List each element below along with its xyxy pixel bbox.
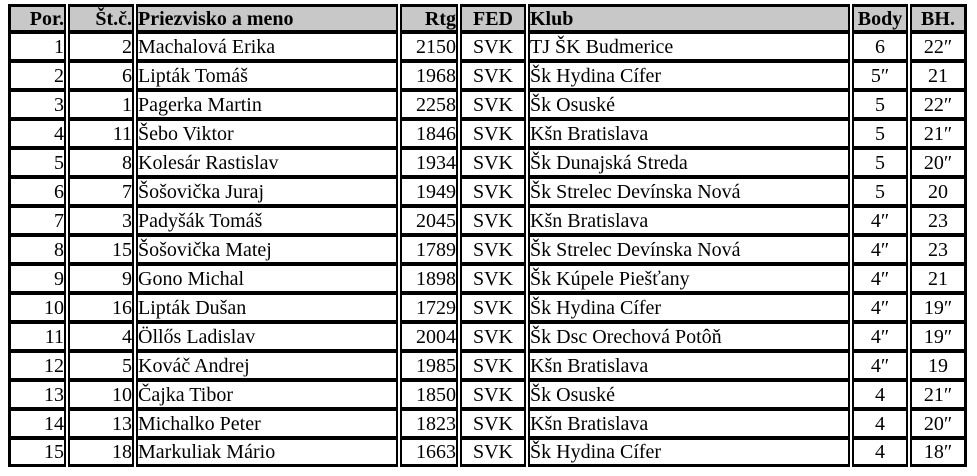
cell-body: 5 [852, 119, 908, 148]
cell-fed: SVK [460, 438, 526, 467]
cell-name: Gono Michal [136, 264, 398, 293]
cell-body: 4″ [852, 322, 908, 351]
cell-por: 15 [8, 438, 66, 467]
cell-body: 4 [852, 438, 908, 467]
cell-body: 4″ [852, 293, 908, 322]
cell-stc: 7 [68, 177, 134, 206]
cell-fed: SVK [460, 90, 526, 119]
cell-klub: Kšn Bratislava [528, 119, 850, 148]
cell-por: 2 [8, 61, 66, 90]
cell-klub: Šk Strelec Devínska Nová [528, 235, 850, 264]
cell-por: 8 [8, 235, 66, 264]
cell-bh: 20 [910, 177, 967, 206]
cell-por: 9 [8, 264, 66, 293]
cell-body: 6 [852, 32, 908, 61]
cell-fed: SVK [460, 148, 526, 177]
cell-name: Lipták Tomáš [136, 61, 398, 90]
cell-rtg: 1789 [400, 235, 458, 264]
cell-klub: Šk Osuské [528, 90, 850, 119]
cell-fed: SVK [460, 61, 526, 90]
cell-rtg: 1898 [400, 264, 458, 293]
cell-por: 12 [8, 351, 66, 380]
cell-body: 5 [852, 148, 908, 177]
cell-body: 4″ [852, 235, 908, 264]
table-row [8, 61, 967, 90]
cell-rtg: 1949 [400, 177, 458, 206]
cell-rtg: 1934 [400, 148, 458, 177]
cell-klub: Šk Hydina Cífer [528, 438, 850, 467]
column-header-name: Priezvisko a meno [136, 4, 398, 32]
cell-rtg: 2004 [400, 322, 458, 351]
cell-body: 4 [852, 380, 908, 409]
cell-fed: SVK [460, 293, 526, 322]
cell-klub: Šk Kúpele Piešťany [528, 264, 850, 293]
cell-bh: 21″ [910, 380, 967, 409]
table-row [8, 264, 967, 293]
cell-name: Šošovička Matej [136, 235, 398, 264]
cell-klub: Šk Osuské [528, 380, 850, 409]
cell-fed: SVK [460, 119, 526, 148]
cell-bh: 19″ [910, 322, 967, 351]
cell-stc: 4 [68, 322, 134, 351]
cell-fed: SVK [460, 235, 526, 264]
cell-fed: SVK [460, 264, 526, 293]
cell-fed: SVK [460, 351, 526, 380]
cell-bh: 20″ [910, 148, 967, 177]
cell-rtg: 2258 [400, 90, 458, 119]
table-row [8, 90, 967, 119]
cell-por: 5 [8, 148, 66, 177]
cell-rtg: 1729 [400, 293, 458, 322]
cell-bh: 19″ [910, 293, 967, 322]
table-body [8, 32, 967, 467]
column-header-por: Por. [8, 4, 66, 32]
cell-stc: 2 [68, 32, 134, 61]
cell-bh: 20″ [910, 409, 967, 438]
table-row [8, 351, 967, 380]
column-header-fed: FED [460, 4, 526, 32]
cell-stc: 3 [68, 206, 134, 235]
cell-stc: 5 [68, 351, 134, 380]
column-header-klub: Klub [528, 4, 850, 32]
header-row [8, 4, 967, 32]
standings-table [6, 4, 969, 467]
cell-por: 14 [8, 409, 66, 438]
cell-klub: Šk Hydina Cífer [528, 61, 850, 90]
cell-rtg: 1968 [400, 61, 458, 90]
cell-body: 5 [852, 90, 908, 119]
cell-klub: TJ ŠK Budmerice [528, 32, 850, 61]
cell-name: Šošovička Juraj [136, 177, 398, 206]
cell-por: 13 [8, 380, 66, 409]
table-row [8, 206, 967, 235]
column-header-bh: BH. [910, 4, 967, 32]
cell-por: 4 [8, 119, 66, 148]
cell-stc: 8 [68, 148, 134, 177]
cell-rtg: 1985 [400, 351, 458, 380]
table-row [8, 322, 967, 351]
table-row [8, 293, 967, 322]
cell-rtg: 1663 [400, 438, 458, 467]
cell-body: 5″ [852, 61, 908, 90]
cell-rtg: 2150 [400, 32, 458, 61]
cell-name: Markuliak Mário [136, 438, 398, 467]
table-row [8, 409, 967, 438]
cell-klub: Kšn Bratislava [528, 206, 850, 235]
column-header-rtg: Rtg [400, 4, 458, 32]
cell-bh: 19 [910, 351, 967, 380]
cell-body: 4 [852, 409, 908, 438]
cell-fed: SVK [460, 32, 526, 61]
column-header-stc: Št.č. [68, 4, 134, 32]
cell-rtg: 2045 [400, 206, 458, 235]
cell-name: Machalová Erika [136, 32, 398, 61]
cell-name: Öllős Ladislav [136, 322, 398, 351]
cell-stc: 15 [68, 235, 134, 264]
cell-stc: 10 [68, 380, 134, 409]
cell-rtg: 1823 [400, 409, 458, 438]
cell-fed: SVK [460, 177, 526, 206]
cell-stc: 16 [68, 293, 134, 322]
cell-stc: 1 [68, 90, 134, 119]
cell-klub: Šk Hydina Cífer [528, 293, 850, 322]
cell-por: 1 [8, 32, 66, 61]
cell-body: 4″ [852, 351, 908, 380]
cell-bh: 22″ [910, 32, 967, 61]
table-row [8, 148, 967, 177]
cell-bh: 21 [910, 264, 967, 293]
cell-name: Šebo Viktor [136, 119, 398, 148]
cell-klub: Kšn Bratislava [528, 409, 850, 438]
cell-por: 3 [8, 90, 66, 119]
cell-por: 7 [8, 206, 66, 235]
cell-fed: SVK [460, 380, 526, 409]
cell-bh: 23 [910, 206, 967, 235]
cell-stc: 18 [68, 438, 134, 467]
cell-fed: SVK [460, 322, 526, 351]
cell-name: Pagerka Martin [136, 90, 398, 119]
table-row [8, 119, 967, 148]
cell-rtg: 1850 [400, 380, 458, 409]
cell-rtg: 1846 [400, 119, 458, 148]
cell-body: 4″ [852, 206, 908, 235]
cell-bh: 21 [910, 61, 967, 90]
cell-name: Kováč Andrej [136, 351, 398, 380]
cell-klub: Šk Dsc Orechová Potôň [528, 322, 850, 351]
cell-name: Michalko Peter [136, 409, 398, 438]
cell-name: Čajka Tibor [136, 380, 398, 409]
cell-por: 6 [8, 177, 66, 206]
cell-name: Lipták Dušan [136, 293, 398, 322]
cell-stc: 6 [68, 61, 134, 90]
table-row [8, 32, 967, 61]
table-row [8, 177, 967, 206]
cell-bh: 18″ [910, 438, 967, 467]
cell-body: 5 [852, 177, 908, 206]
cell-bh: 22″ [910, 90, 967, 119]
cell-klub: Šk Dunajská Streda [528, 148, 850, 177]
table-row [8, 235, 967, 264]
column-header-body: Body [852, 4, 908, 32]
cell-bh: 23 [910, 235, 967, 264]
cell-name: Padyšák Tomáš [136, 206, 398, 235]
cell-stc: 13 [68, 409, 134, 438]
table-row [8, 380, 967, 409]
cell-body: 4″ [852, 264, 908, 293]
cell-stc: 11 [68, 119, 134, 148]
cell-fed: SVK [460, 409, 526, 438]
cell-por: 11 [8, 322, 66, 351]
cell-fed: SVK [460, 206, 526, 235]
cell-bh: 21″ [910, 119, 967, 148]
cell-name: Kolesár Rastislav [136, 148, 398, 177]
cell-stc: 9 [68, 264, 134, 293]
cell-por: 10 [8, 293, 66, 322]
cell-klub: Kšn Bratislava [528, 351, 850, 380]
table-row [8, 438, 967, 467]
cell-klub: Šk Strelec Devínska Nová [528, 177, 850, 206]
